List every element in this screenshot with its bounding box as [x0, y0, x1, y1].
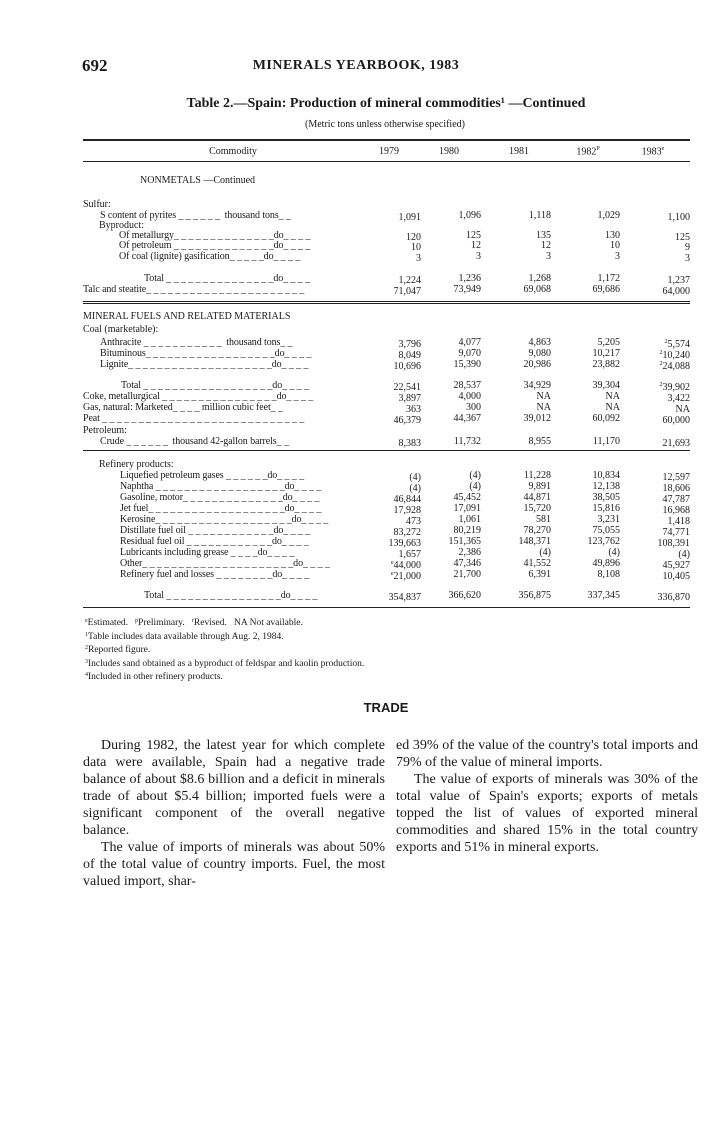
- value-text: NA: [605, 402, 620, 413]
- value-text: 9,080: [528, 348, 551, 359]
- value-text: 120: [406, 232, 421, 243]
- value-text: 38,505: [592, 492, 620, 503]
- value-text: 366,620: [448, 590, 481, 601]
- row-value: [550, 413, 620, 424]
- value-text: 148,371: [518, 536, 551, 547]
- footnote-1: $^1$Table includes data available through Aug. 2, 1984.: [85, 631, 284, 642]
- row-value: [481, 273, 551, 284]
- value-text: 10,240: [662, 350, 690, 361]
- value-footnote-mark: 2: [659, 361, 663, 367]
- row-value: [550, 348, 620, 359]
- value-text: 363: [406, 404, 421, 415]
- value-text: 12: [471, 240, 481, 251]
- footnote-abbrev: $^e$Estimated. $^p$Preliminary. $^r$Revised. NA Not available.: [85, 618, 303, 628]
- row-value: [481, 503, 551, 514]
- row-value: [411, 251, 481, 262]
- value-text: 9,891: [528, 481, 551, 492]
- row-value: [550, 492, 620, 503]
- table-row-gasification: [83, 251, 690, 262]
- trade-right-column: [396, 737, 698, 856]
- value-text: 71,047: [393, 286, 421, 297]
- value-text: 1,100: [667, 212, 690, 223]
- value-text: 1,237: [667, 275, 690, 286]
- row-label: Peat _ _ _ _ _ _ _ _ _ _ _ _ _ _ _ _ _ _ _ _ _ _ _ _ _ _ _ _: [83, 413, 305, 424]
- row-label: Liquefied petroleum gases _ _ _ _ _ _do_ _ _ _: [120, 470, 304, 481]
- row-value: [411, 503, 481, 514]
- row-value: [550, 514, 620, 525]
- value-text: 10,696: [393, 361, 421, 372]
- table-row-anthracite: [83, 337, 690, 348]
- value-text: 8,049: [398, 350, 421, 361]
- value-text: 1,118: [528, 210, 551, 221]
- value-text: 3: [476, 251, 481, 262]
- value-text: (4): [409, 472, 421, 483]
- row-value: [411, 547, 481, 558]
- row-value: [481, 251, 551, 262]
- value-text: 15,390: [453, 359, 481, 370]
- value-text: 9,070: [458, 348, 481, 359]
- value-text: 10,834: [592, 470, 620, 481]
- row-label: Bituminous_ _ _ _ _ _ _ _ _ _ _ _ _ _ _ _ _ _do_ _ _ _: [100, 348, 312, 359]
- row-value: [481, 348, 551, 359]
- header-1979: 1979: [379, 146, 399, 157]
- row-label: Of petroleum _ _ _ _ _ _ _ _ _ _ _ _ _ _do_ _ _ _: [119, 240, 311, 251]
- value-footnote-mark: 2: [659, 382, 663, 388]
- value-text: 108,391: [657, 538, 690, 549]
- table-row-crude: [83, 436, 690, 447]
- value-text: 41,552: [523, 558, 551, 569]
- value-footnote-mark: e: [390, 571, 394, 577]
- row-value: [620, 569, 690, 582]
- row-value: [411, 525, 481, 536]
- row-value: [481, 525, 551, 536]
- value-text: 8,955: [528, 436, 551, 447]
- row-value: [620, 413, 690, 426]
- value-text: 34,929: [523, 380, 551, 391]
- value-text: (4): [539, 547, 551, 558]
- value-text: 46,844: [393, 494, 421, 505]
- value-text: 60,092: [592, 413, 620, 424]
- table-row-coke: [83, 391, 690, 402]
- value-text: 1,224: [398, 275, 421, 286]
- row-label: Lubricants including grease _ _ _ _do_ _ _ _: [120, 547, 295, 558]
- header-commodity: Commodity: [209, 146, 257, 157]
- row-value: [411, 492, 481, 503]
- value-text: 69,068: [523, 284, 551, 295]
- row-value: [411, 536, 481, 547]
- table-bottom-rule: [83, 607, 690, 608]
- row-label: Total _ _ _ _ _ _ _ _ _ _ _ _ _ _ _do_ _ _ _: [144, 273, 311, 284]
- table-row-refinery-fuel: [83, 569, 690, 580]
- value-text: 15,720: [523, 503, 551, 514]
- row-value: [481, 413, 551, 424]
- table-row-lpg: [83, 470, 690, 481]
- value-text: 11,170: [592, 436, 620, 447]
- value-text: 1,236: [458, 273, 481, 284]
- value-text: 45,452: [453, 492, 481, 503]
- section-rule-2: [83, 450, 690, 451]
- value-text: 69,686: [592, 284, 620, 295]
- value-text: 8,383: [398, 438, 421, 449]
- table-row-refinery-total: [83, 590, 690, 601]
- value-text: 10,217: [592, 348, 620, 359]
- trade-left-column: [83, 737, 385, 890]
- value-text: 125: [466, 230, 481, 241]
- row-value: [481, 380, 551, 391]
- row-value: [550, 525, 620, 536]
- row-value: [481, 436, 551, 447]
- row-value: [481, 284, 551, 295]
- row-label: Crude _ _ _ _ _ _ thousand 42-gallon barrels_ _: [100, 436, 289, 447]
- value-text: 17,091: [453, 503, 481, 514]
- row-label: Other_ _ _ _ _ _ _ _ _ _ _ _ _ _ _ _ _ _ _ _ _do_ _ _ _: [120, 558, 330, 569]
- table-subtitle: (Metric tons unless otherwise specified): [305, 119, 465, 130]
- row-label: S content of pyrites _ _ _ _ _ _ thousand tons_ _: [100, 210, 291, 221]
- value-text: 10: [411, 242, 421, 253]
- table-row-jet: [83, 503, 690, 514]
- row-value: [620, 590, 690, 603]
- row-value: [550, 284, 620, 295]
- value-text: 78,270: [523, 525, 551, 536]
- value-text: 39,902: [662, 382, 690, 393]
- value-text: 3: [546, 251, 551, 262]
- value-text: 354,837: [388, 592, 421, 603]
- value-text: NA: [605, 391, 620, 402]
- value-text: 44,871: [523, 492, 551, 503]
- value-text: 10: [610, 240, 620, 251]
- value-text: 2,386: [458, 547, 481, 558]
- table-row-pyrites: [83, 210, 690, 221]
- value-text: 356,875: [518, 590, 551, 601]
- row-label: Lignite_ _ _ _ _ _ _ _ _ _ _ _ _ _ _ _ _ _ _ _do_ _ _ _: [100, 359, 309, 370]
- row-value: [411, 240, 481, 251]
- row-value: [550, 402, 620, 413]
- row-value: [550, 380, 620, 391]
- group-petroleum: Petroleum:: [83, 425, 127, 436]
- table-row-gas: [83, 402, 690, 413]
- row-value: [411, 470, 481, 481]
- value-text: 12: [541, 240, 551, 251]
- row-value: [411, 413, 481, 424]
- row-value: [411, 402, 481, 413]
- row-label: Refinery fuel and losses _ _ _ _ _ _ _ _do_ _ _ _: [120, 569, 309, 580]
- row-value: [550, 470, 620, 481]
- row-label: Of coal (lignite) gasification_ _ _ _ _do_ _ _ _: [119, 251, 301, 262]
- row-value: [481, 391, 551, 402]
- value-text: 83,272: [393, 527, 421, 538]
- row-label: Talc and steatite_ _ _ _ _ _ _ _ _ _ _ _ _ _ _ _ _ _ _ _ _ _: [83, 284, 305, 295]
- row-label: Anthracite _ _ _ _ _ _ _ _ _ _ _ thousand tons_ _: [100, 337, 293, 348]
- row-value: [481, 210, 551, 221]
- value-text: (4): [608, 547, 620, 558]
- table-row-lignite: [83, 359, 690, 370]
- table-row-naphtha: [83, 481, 690, 492]
- row-value: [411, 391, 481, 402]
- value-text: (4): [409, 483, 421, 494]
- row-value: [411, 558, 481, 569]
- trade-paragraph: ed 39% of the value of the country's total imports and 79% of the value of mineral imports.: [396, 738, 698, 770]
- row-value: [620, 284, 690, 297]
- table-row-talc: [83, 284, 690, 295]
- row-value: [481, 402, 551, 413]
- value-text: 11,732: [453, 436, 481, 447]
- row-value: [411, 436, 481, 447]
- section-nonmetals: NONMETALS —Continued: [140, 175, 256, 186]
- value-text: 5,574: [667, 339, 690, 350]
- row-value: [550, 569, 620, 580]
- value-text: 337,345: [587, 590, 620, 601]
- value-text: 12,138: [592, 481, 620, 492]
- row-value: [411, 590, 481, 601]
- row-label: Jet fuel_ _ _ _ _ _ _ _ _ _ _ _ _ _ _ _ _ _ _do_ _ _ _: [120, 503, 322, 514]
- value-text: 20,986: [523, 359, 551, 370]
- row-value: [481, 547, 551, 558]
- table-row-kerosine: [83, 514, 690, 525]
- row-value: [411, 348, 481, 359]
- value-text: 74,771: [662, 527, 690, 538]
- value-text: 473: [406, 516, 421, 527]
- value-text: 3,897: [398, 393, 421, 404]
- value-text: 10,405: [662, 571, 690, 582]
- row-value: [411, 481, 481, 492]
- row-label: Total _ _ _ _ _ _ _ _ _ _ _ _ _ _ _ _ _ _do_ _ _ _: [121, 380, 309, 391]
- value-text: 4,077: [458, 337, 481, 348]
- footnotes: [85, 616, 364, 684]
- row-value: [550, 210, 620, 221]
- value-text: (4): [678, 549, 690, 560]
- row-value: [550, 558, 620, 569]
- value-text: 39,304: [592, 380, 620, 391]
- value-text: 8,108: [597, 569, 620, 580]
- value-text: 130: [605, 230, 620, 241]
- value-text: 1,418: [667, 516, 690, 527]
- row-value: [481, 359, 551, 370]
- value-text: 16,968: [662, 505, 690, 516]
- trade-heading: TRADE: [363, 700, 409, 715]
- value-text: 4,000: [458, 391, 481, 402]
- value-footnote-mark: 2: [664, 339, 668, 345]
- table-row-other: [83, 558, 690, 569]
- value-text: 3: [615, 251, 620, 262]
- row-value: [550, 503, 620, 514]
- row-value: [411, 337, 481, 348]
- row-value: [620, 251, 690, 264]
- row-value: [620, 436, 690, 449]
- header-1980: 1980: [439, 146, 459, 157]
- value-text: 28,537: [453, 380, 481, 391]
- row-value: [481, 536, 551, 547]
- table-row-peat: [83, 413, 690, 424]
- value-footnote-mark: 2: [659, 350, 663, 356]
- row-label: Gasoline, motor_ _ _ _ _ _ _ _ _ _ _ _ _ _do_ _ _ _: [120, 492, 320, 503]
- value-text: 3: [416, 253, 421, 264]
- value-text: 581: [536, 514, 551, 525]
- running-head: MINERALS YEARBOOK, 1983: [252, 58, 460, 73]
- trade-paragraph: The value of exports of minerals was 30% of the total value of Spain's exports; exports of metals topped the list of values of exported mineral commodities and shared 15% in the total country exports and 51% in mineral exports.: [396, 772, 698, 855]
- value-text: 3,422: [667, 393, 690, 404]
- row-value: [411, 514, 481, 525]
- header-rule: [83, 161, 690, 162]
- value-text: 15,816: [592, 503, 620, 514]
- value-text: 125: [675, 232, 690, 243]
- row-value: [481, 558, 551, 569]
- value-text: 46,379: [393, 415, 421, 426]
- footnote-2: $^2$Reported figure.: [85, 645, 151, 655]
- page-number: 692: [82, 56, 108, 75]
- row-value: [481, 337, 551, 348]
- value-text: 73,949: [453, 284, 481, 295]
- group-refinery: Refinery products:: [99, 459, 174, 470]
- value-text: 3: [685, 253, 690, 264]
- value-text: 5,205: [597, 337, 620, 348]
- value-text: 64,000: [662, 286, 690, 297]
- value-text: 12,597: [662, 472, 690, 483]
- section-rule-1: [83, 301, 690, 302]
- row-value: [411, 359, 481, 370]
- row-value: [620, 210, 690, 223]
- value-text: 21,693: [662, 438, 690, 449]
- row-label: Distillate fuel oil _ _ _ _ _ _ _ _ _ _ _ _do_ _ _ _: [120, 525, 311, 536]
- value-text: 44,367: [453, 413, 481, 424]
- row-value: [411, 380, 481, 391]
- trade-paragraph: During 1982, the latest year for which complete data were available, Spain had a negative trade balance of about $8.6 billion and a deficit in minerals trade of about $5.4 billion; imported fuels were a significant component of the overall negative balance.: [83, 738, 385, 838]
- value-text: 1,091: [398, 212, 421, 223]
- value-text: 1,172: [597, 273, 620, 284]
- table-title: Table 2.—Spain: Production of mineral commodities¹ —Continued: [186, 96, 586, 111]
- row-label: Residual fuel oil _ _ _ _ _ _ _ _ _ _ _ _do_ _ _ _: [120, 536, 309, 547]
- group-coal: Coal (marketable):: [83, 324, 159, 335]
- row-value: [481, 240, 551, 251]
- value-text: 300: [466, 402, 481, 413]
- value-text: 11,228: [523, 470, 551, 481]
- value-text: NA: [536, 402, 551, 413]
- row-value: [481, 492, 551, 503]
- value-text: 1,096: [458, 210, 481, 221]
- table-row-residual: [83, 536, 690, 547]
- row-value: [481, 481, 551, 492]
- value-text: 39,012: [523, 413, 551, 424]
- value-text: 135: [536, 230, 551, 241]
- row-value: [550, 436, 620, 447]
- value-text: 1,029: [597, 210, 620, 221]
- value-text: 17,928: [393, 505, 421, 516]
- table-row-bituminous: [83, 348, 690, 359]
- value-text: 21,700: [453, 569, 481, 580]
- value-text: 21,000: [393, 571, 421, 582]
- value-text: 1,657: [398, 549, 421, 560]
- row-value: [481, 590, 551, 601]
- group-byproduct: Byproduct:: [99, 220, 144, 231]
- header-1982: $1982^P$: [576, 146, 600, 158]
- trade-paragraph: The value of imports of minerals was about 50% of the total value of country imports. Fuel, the most valued import, shar-: [83, 840, 385, 889]
- value-text: 139,663: [388, 538, 421, 549]
- row-value: [550, 273, 620, 284]
- row-value: [481, 569, 551, 580]
- section-rule-1b: [83, 303, 690, 304]
- row-value: [411, 569, 481, 580]
- footnote-3: $^3$Includes sand obtained as a byproduct of feldspar and kaolin production.: [85, 658, 365, 669]
- table-top-rule: [83, 139, 690, 141]
- row-value: [550, 359, 620, 370]
- row-label: Kerosine_ _ _ _ _ _ _ _ _ _ _ _ _ _ _ _ _ _ _do_ _ _ _: [120, 514, 329, 525]
- row-value: [550, 481, 620, 492]
- value-text: 44,000: [393, 560, 421, 571]
- table-row-lubricants: [83, 547, 690, 558]
- table-row-coal-total: [83, 380, 690, 391]
- row-value: [481, 514, 551, 525]
- value-text: 22,541: [393, 382, 421, 393]
- row-label: Gas, natural: Marketed_ _ _ _ million cubic feet_ _: [83, 402, 283, 413]
- value-text: 336,870: [657, 592, 690, 603]
- value-text: 1,268: [528, 273, 551, 284]
- value-text: 80,219: [453, 525, 481, 536]
- value-footnote-mark: e: [390, 560, 394, 566]
- value-text: 4,863: [528, 337, 551, 348]
- row-label: Coke, metallurgical _ _ _ _ _ _ _ _ _ _ _ _ _ _ _ _do_ _ _ _: [83, 391, 314, 402]
- row-value: [550, 590, 620, 601]
- section-fuels: MINERAL FUELS AND RELATED MATERIALS: [83, 311, 291, 322]
- value-text: 75,055: [592, 525, 620, 536]
- value-text: 23,882: [592, 359, 620, 370]
- value-text: NA: [675, 404, 690, 415]
- row-label: Naphtha _ _ _ _ _ _ _ _ _ _ _ _ _ _ _ _ _ _do_ _ _ _: [120, 481, 322, 492]
- row-value: [550, 337, 620, 348]
- value-text: 45,927: [662, 560, 690, 571]
- value-text: 6,391: [528, 569, 551, 580]
- header-1981: 1981: [509, 146, 529, 157]
- value-text: (4): [469, 470, 481, 481]
- value-text: 49,896: [592, 558, 620, 569]
- value-text: (4): [469, 481, 481, 492]
- table-row-sulfur-total: [83, 273, 690, 284]
- table-row-distillate: [83, 525, 690, 536]
- table-row-of-petroleum: [83, 240, 690, 251]
- value-text: 18,606: [662, 483, 690, 494]
- row-value: [411, 210, 481, 221]
- value-text: 47,346: [453, 558, 481, 569]
- value-text: 47,787: [662, 494, 690, 505]
- table-row-gasoline: [83, 492, 690, 503]
- value-text: 123,762: [587, 536, 620, 547]
- value-text: 151,365: [448, 536, 481, 547]
- value-text: 1,061: [458, 514, 481, 525]
- footnote-4: $^4$Included in other refinery products.: [85, 672, 223, 682]
- value-text: 3,796: [398, 339, 421, 350]
- row-value: [550, 240, 620, 251]
- row-value: [550, 547, 620, 558]
- value-text: 24,088: [662, 361, 690, 372]
- value-text: NA: [536, 391, 551, 402]
- row-value: [550, 536, 620, 547]
- row-value: [550, 251, 620, 262]
- row-label: Total _ _ _ _ _ _ _ _ _ _ _ _ _ _ _ _do_ _ _ _: [144, 590, 318, 601]
- value-text: 3,231: [597, 514, 620, 525]
- row-value: [481, 470, 551, 481]
- row-value: [411, 284, 481, 295]
- value-text: 60,000: [662, 415, 690, 426]
- row-value: [620, 359, 690, 372]
- row-value: [550, 391, 620, 402]
- group-sulfur: Sulfur:: [83, 199, 111, 210]
- row-label: Of metallurgy_ _ _ _ _ _ _ _ _ _ _ _ _ _do_ _ _ _: [119, 230, 311, 241]
- row-value: [411, 273, 481, 284]
- value-text: 9: [685, 242, 690, 253]
- header-1983: 1983e: [641, 146, 665, 158]
